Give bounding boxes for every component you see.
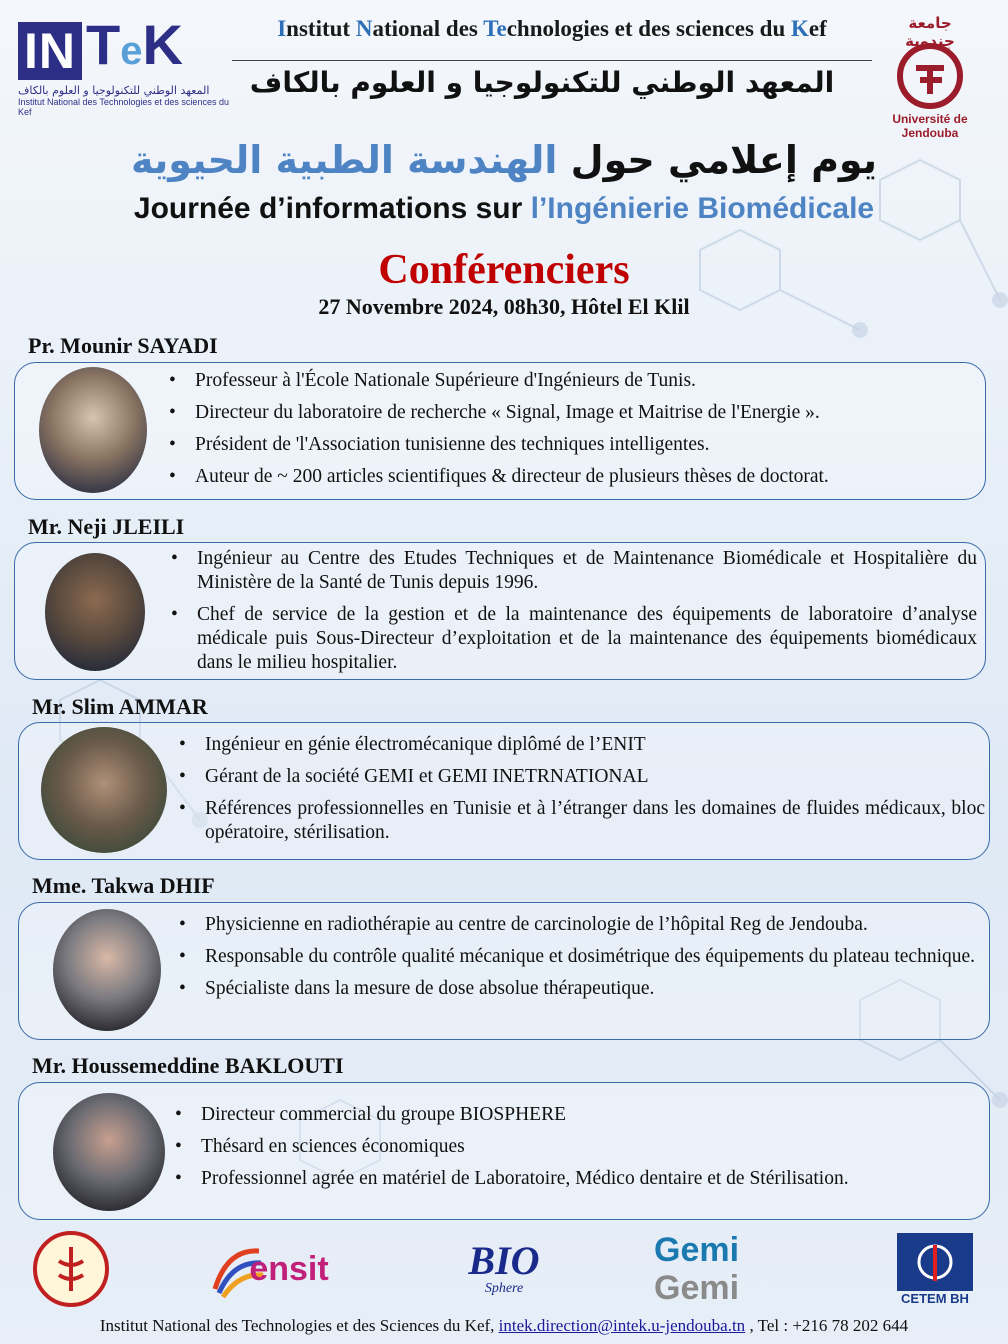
- event-date-venue: 27 Novembre 2024, 08h30, Hôtel El Klil: [318, 294, 690, 319]
- intek-logo: [18, 14, 230, 118]
- speaker-photo: [53, 909, 161, 1031]
- header-divider: [232, 60, 872, 61]
- gemi-logo: [654, 1228, 774, 1310]
- bio-item: • Physicienne en radiothérapie au centre de carcinologie de l’hôpital Reg de Jendouba.: [175, 913, 985, 937]
- footer-email-link[interactable]: intek.direction@intek.u-jendouba.tn: [498, 1316, 746, 1335]
- ensit-text: ensit: [249, 1249, 329, 1288]
- footer-institute: Institut National des Technologies et des Sciences du Kef,: [99, 1316, 495, 1335]
- logo-tek-text: TeK: [86, 13, 183, 76]
- event-title-fr: Journée d’informations sur l’Ingénierie Biomédicale: [133, 192, 875, 225]
- bio-item: • Ingénieur en génie électromécanique diplômé de l’ENIT: [175, 733, 985, 757]
- bio-item: • Gérant de la société GEMI et GEMI INETRNATIONAL: [175, 765, 985, 789]
- ensit-logo: [196, 1228, 340, 1310]
- bio-item: • Références professionnelles en Tunisie et à l’étranger dans les domaines de fluides médicaux, bloc opératoire, stérilisation.: [175, 797, 985, 845]
- cetem-logo: [892, 1228, 978, 1310]
- speaker-photo: [53, 1093, 165, 1211]
- bio-item: • Directeur du laboratoire de recherche « Signal, Image et Maitrise de l'Energie ».: [165, 401, 965, 425]
- speaker-name: Mr. Slim AMMAR: [32, 694, 208, 719]
- health-ministry-logo: [28, 1228, 114, 1310]
- speaker-card: [18, 1082, 990, 1220]
- footer-tel: , Tel : +216 78 202 644: [749, 1316, 909, 1335]
- event-title-ar: يوم إعلامي حول الهندسة الطبية الحيوية: [130, 138, 878, 182]
- logo-in-text: IN: [18, 22, 82, 80]
- gemi-text: Gemi: [654, 1231, 740, 1269]
- university-name-ar: جامعة جندوبة: [905, 14, 955, 50]
- footer-contact: [0, 1316, 1008, 1336]
- bio-item: • Auteur de ~ 200 articles scientifiques & directeur de plusieurs thèses de doctorat.: [165, 465, 965, 489]
- speaker-name: Mr. Houssemeddine BAKLOUTI: [32, 1053, 344, 1078]
- bio-item: • Chef de service de la gestion et de la maintenance des équipements de laboratoire d’analyse médicale puis Sous-Directeur d’exploitation et de la maintenance des équipements biomédicaux dans le milieu hospitalier.: [167, 603, 977, 675]
- institute-name-fr: Institut National des Technologies et des sciences du Kef: [277, 16, 827, 41]
- bio-item: • Thésard en sciences économiques: [171, 1135, 981, 1159]
- biosphere-logo: [452, 1228, 556, 1310]
- speaker-name: Mme. Takwa DHIF: [32, 873, 215, 898]
- speaker-photo: [41, 727, 167, 853]
- university-name-fr: Université de Jendouba: [892, 112, 968, 140]
- bio-item: • Professionnel agrée en matériel de Laboratoire, Médico dentaire et de Stérilisation.: [171, 1167, 981, 1191]
- university-logo: [868, 12, 992, 140]
- speaker-card: [18, 722, 990, 860]
- bio-text: BIO: [468, 1238, 540, 1283]
- bio-item: • Président de 'l'Association tunisienne des techniques intelligentes.: [165, 433, 965, 457]
- speaker-card: [14, 362, 986, 500]
- cetem-emblem: [897, 1233, 973, 1291]
- institute-name-ar: المعهد الوطني للتكنولوجيا و العلوم بالكاف: [249, 66, 835, 99]
- sphere-text: Sphere: [484, 1281, 524, 1296]
- section-heading: Conférenciers: [378, 247, 630, 293]
- speaker-name: Pr. Mounir SAYADI: [28, 333, 218, 358]
- cetem-text: CETEM BH: [901, 1290, 969, 1306]
- speaker-photo: [45, 553, 145, 671]
- bio-item: • Professeur à l'École Nationale Supérieure d'Ingénieurs de Tunis.: [165, 369, 965, 393]
- gemi-international-text: Gemi: [654, 1269, 740, 1307]
- speaker-name: Mr. Neji JLEILI: [28, 514, 185, 539]
- speaker-photo: [39, 367, 147, 493]
- bio-item: • Ingénieur au Centre des Etudes Techniques et de Maintenance Biomédicale et Hospitalière du Ministère de la Santé de Tunis depuis 1996.: [167, 547, 977, 595]
- speaker-card: [14, 542, 986, 680]
- logo-subtitle-fr: Institut National des Technologies et des sciences du Kef: [18, 97, 229, 117]
- bio-item: • Spécialiste dans la mesure de dose absolue thérapeutique.: [175, 977, 985, 1001]
- bio-item: • Directeur commercial du groupe BIOSPHERE: [171, 1103, 981, 1127]
- bio-item: • Responsable du contrôle qualité mécanique et dosimétrique des équipements du plateau technique.: [175, 945, 985, 969]
- speaker-card: [18, 902, 990, 1040]
- logo-subtitle-ar: المعهد الوطني للتكنولوجيا و العلوم بالكاف: [18, 84, 210, 97]
